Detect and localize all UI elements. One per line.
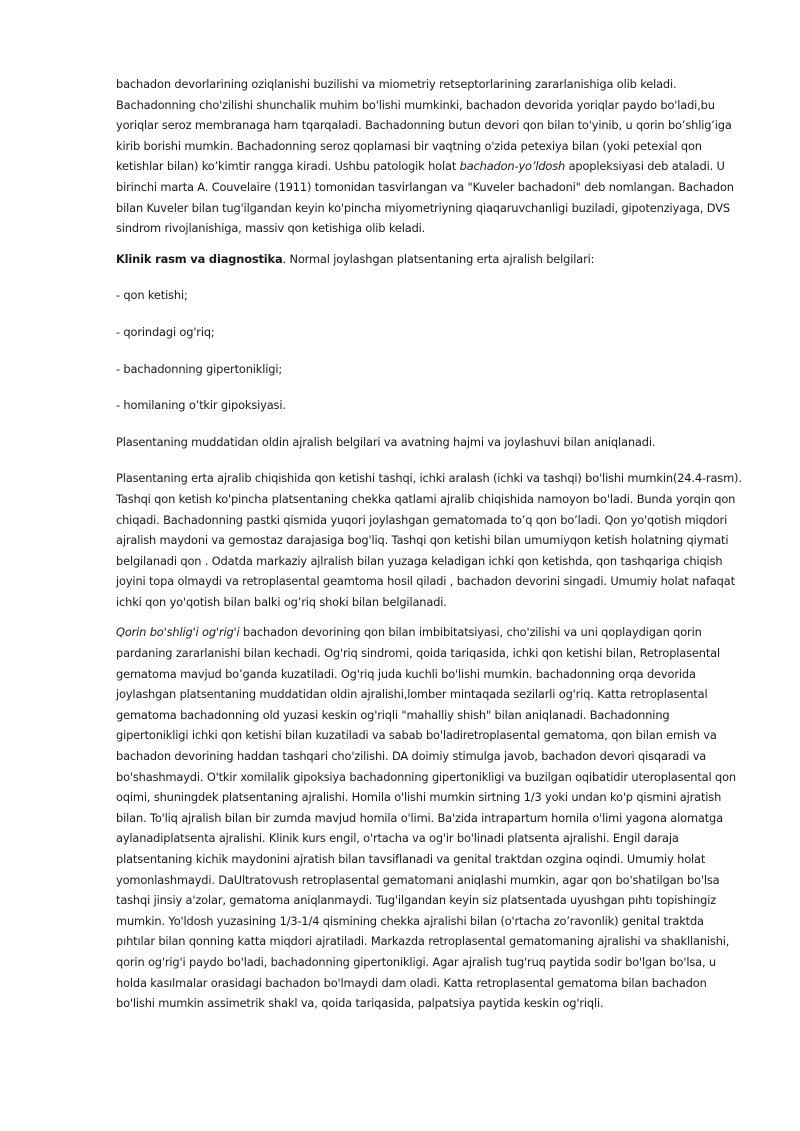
- list-item: - bachadonning gipertonikligi;: [116, 361, 283, 376]
- section-heading: [116, 249, 742, 270]
- paragraph-signs: Plasentaning muddatidan oldin ajralish belgilari va avatning hajmi va joylashuvi bilan aniqlanadi.: [116, 434, 656, 449]
- heading-rest: . Normal joylashgan platsentaning erta ajralish belgilari:: [282, 251, 595, 266]
- italic-term: Qorin bo'shlig'i og'rig'i: [116, 625, 240, 640]
- paragraph-text: apopleksiyasi deb ataladi. U birinchi marta A. Couvelaire (1911) tomonidan tasvirlangan va "Kuveler bachadoni" deb nomlangan. Bachadon bilan Kuveler bilan tug'ilgandan keyin ko'pincha miyometriyning qiaqaruvchanligi buziladi, gipotenziyaga, DVS sindrom rivojlanishiga, massiv qon ketishiga olib keladi.: [116, 159, 734, 236]
- paragraph-pain: [116, 622, 742, 1013]
- paragraph-apoplexy: [116, 74, 742, 239]
- italic-term: bachadon-yo’ldosh: [459, 159, 566, 174]
- list-item: - qorindagi og'riq;: [116, 324, 215, 339]
- heading-bold: Klinik rasm va diagnostika: [116, 251, 283, 266]
- paragraph-text: bachadon devorining qon bilan imbibitatsiyasi, cho'zilishi va uni qoplaydigan qorin pardaning zararlanishi bilan kechadi. Og'riq sindromi, qoida tariqasida, ichki qon ketishi bilan, Retroplasental gematoma mavjud bo’ganda kuzatiladi. Og'riq juda kuchli bo'lishi mumkin. bachadonning orqa devorida joylashgan platsentaning muddatidan oldin ajralishi,lomber mintaqada sezilarli og'riq. Katta retroplasental gematoma bachadonning old yuzasi keskin og'riqli "mahalliy shish" bilan aniqlanadi. Bachadonning gipertonikligi ichki qon ketishi bilan kuzatiladi va sabab bo'ladiretroplasental gematoma, qon bilan emish va bachadon devorining haddan tashqari cho'zilishi. DA doimiy stimulga javob, bachadon devori qisqaradi va bo'shashmaydi. O'tkir xomilalik gipoksiya bachadonning gipertonikligi va buzilgan oqibatidir uteroplasental qon oqimi, shuningdek platsentaning ajralishi. Homila o'lishi mumkin sirtning 1/3 yoki undan ko'p qismini ajratish bilan. To'liq ajralish bilan bir zumda mavjud homila o'limi. Ba'zida intrapartum homila o'limi yagona alomatga aylanadiplatsenta ajralishi. Klinik kurs engil, o'rtacha va og'ir bo'linadi platsenta ajralishi. Engil daraja platsentaning kichik maydonini ajratish bilan tavsiflanadi va genital traktdan ozgina oqindi. Umumiy holat yomonlashmaydi. DaUltratovush retroplasental gematomani aniqlashi mumkin, agar qon bo'shatilgan bo'lsa tashqi jinsiy a'zolar, gematoma aniqlanmaydi. Tug'ilgandan keyin siz platsentada uyushgan pıhtı topishingiz mumkin. Yo'ldosh yuzasining 1/3-1/4 qismining chekka ajralishi bilan (o'rtacha zo’ravonlik) genital traktda pıhtılar bilan qonning katta miqdori ajratiladi. Markazda retroplasental gematomaning ajralishi va shakllanishi, qorin og'rig'i paydo bo'ladi, bachadonning gipertonikligi. Agar ajralish tug'ruq paytida sodir bo'lgan bo'lsa, u holda kasılmalar orasidagi bachadon bo'lmaydi dam oladi. Katta retroplasental gematoma bilan bachadon bo'lishi mumkin assimetrik shakl va, qoida tariqasida, palpatsiya paytida keskin og'riqli.: [116, 625, 736, 1011]
- paragraph-text: bachadon devorlarining oziqlanishi buzilishi va miometriy retseptorlarining zararlanishiga olib keladi. Bachadonning cho'zilishi shunchalik muhim bo'lishi mumkinki, bachadon devorida yoriqlar paydo bo'ladi,bu yoriqlar seroz membranaga ham tqarqaladi. Bachadonning butun devori qon bilan to'yinib, u qorin bo’shlig’iga kirib borishi mumkin. Bachadonning seroz qoplamasi bir vaqtning o'zida petexiya bilan (yoki petexial qon ketishlar bilan) ko’kimtir rangga kiradi. Ushbu patologik holat: [116, 77, 732, 174]
- list-item: - qon ketishi;: [116, 288, 188, 303]
- list-item: - homilaning o’tkir gipoksiyasi.: [116, 398, 286, 413]
- document-page: [116, 74, 742, 1024]
- paragraph-bleeding: Plasentaning erta ajralib chiqishida qon ketishi tashqi, ichki aralash (ichki va tashqi) bo'lishi mumkin(24.4-rasm). Tashqi qon ketish ko'pincha platsentaning chekka qatlami ajralib chiqishida namoyon bo'ladi. Bunda yorqin qon chiqadi. Bachadonning pastki qismida yuqori joylashgan gematomada to’q qon bo’ladi. Qon yo'qotish miqdori ajralish maydoni va gemostaz darajasiga bog'liq. Tashqi qon ketishi bilan umumiyqon ketish holatning qiymati belgilanadi qon . Odatda markaziy ajlralish bilan yuzaga keladigan ichki qon ketishda, qon tashqariga chiqish joyini topa olmaydi va retroplasental geamtoma hosil qiladi , bachadon devorini singadi. Umumiy holat nafaqat ichki qon yo'qotish bilan balki og’riq shoki bilan belgilanadi.: [116, 471, 742, 609]
